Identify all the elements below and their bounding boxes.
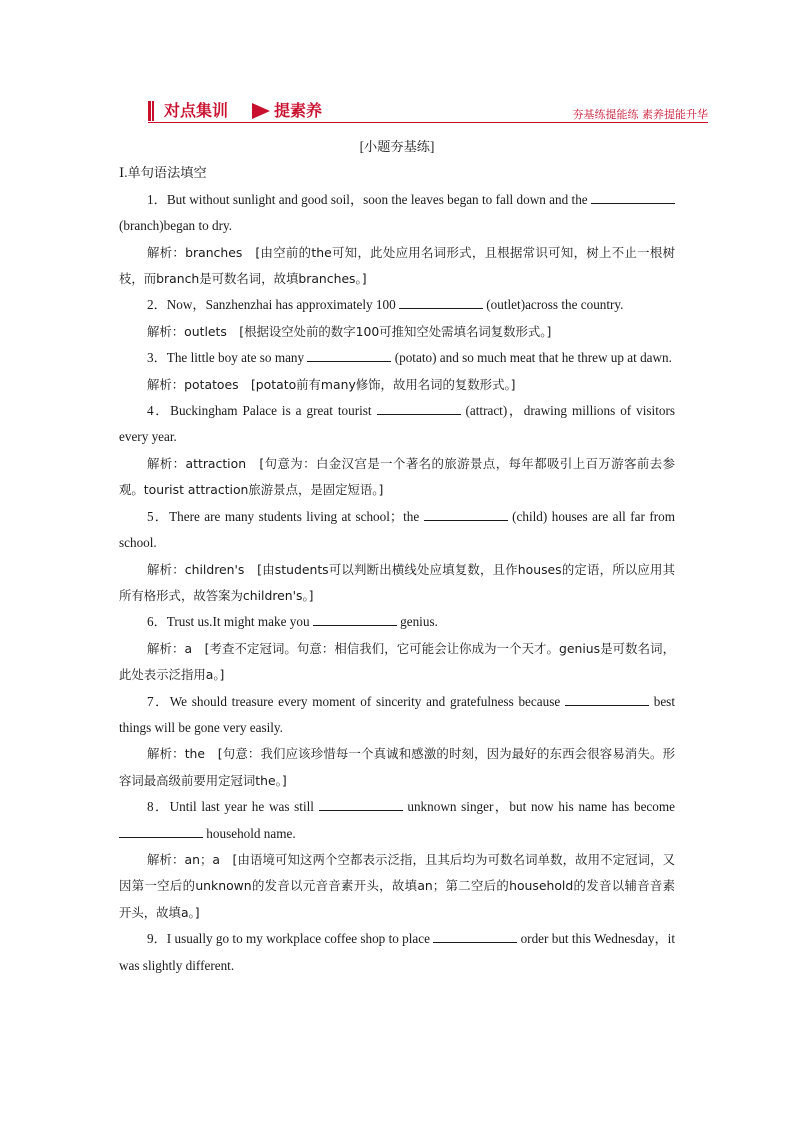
answer-1: 解析：branches [由空前的the可知，此处应用名词形式，且根据常识可知，树上不止一根树枝，而branch是可数名词，故填branches。]	[119, 244, 675, 287]
answer-blank	[433, 930, 517, 943]
question-4: 4．Buckingham Palace is a great tourist (attract)，drawing millions of visitors every year.	[119, 403, 675, 445]
answer-blank	[424, 508, 508, 521]
answer-2: 解析：outlets [根据设空处前的数字100可推知空处需填名词复数形式。]	[147, 323, 552, 339]
answer-blank	[377, 402, 461, 415]
subheading: [小题夯基练]	[359, 139, 435, 154]
answer-blank	[319, 798, 403, 811]
answer-8: 解析：an；a [由语境可知这两个空都表示泛指，且其后均为可数名词单数，故用不定冠词，又因第一空后的unknown的发音以元音音素开头，故填an；第二空后的household的发音以辅音音素开头，故填a。]	[119, 851, 675, 920]
answer-7: 解析：the [句意：我们应该珍惜每一个真诚和感激的时刻，因为最好的东西会很容易消失。形容词最高级前要用定冠词the。]	[119, 746, 675, 788]
answer-3: 解析：potatoes [potato前有many修饰，故用名词的复数形式。]	[147, 376, 516, 392]
question-2: 2．Now，Sanzhenzhai has approximately 100 (outlet)across the country.	[147, 297, 624, 313]
answer-blank	[399, 296, 483, 309]
answer-blank	[313, 613, 397, 626]
header-title: 对点集训	[164, 101, 229, 120]
answer-5: 解析：children's [由students可以判断出横线处应填复数，且作houses的定语，所以应用其所有格形式，故答案为children's。]	[119, 561, 675, 603]
question-9: 9．I usually go to my workplace coffee shop to place order but this Wednesday，it was slightly different.	[119, 931, 675, 973]
question-6: 6．Trust us.It might make you genius.	[147, 614, 438, 630]
answer-blank	[591, 191, 675, 204]
arrow-icon	[252, 103, 270, 119]
answer-blank	[119, 825, 203, 838]
question-1: 1．But without sunlight and good soil，soon the leaves began to fall down and the (branch)began to dry.	[119, 187, 675, 240]
header-slogan: 夯基练提能练 素养提能升华	[572, 108, 708, 121]
question-3: 3．The little boy ate so many (potato) and so much meat that he threw up at dawn.	[147, 350, 672, 366]
question-7: 7．We should treasure every moment of sincerity and gratefulness because best things will be gone very easily.	[119, 693, 675, 735]
answer-4: 解析：attraction [句意为：白金汉宫是一个著名的旅游景点，每年都吸引上百万游客前去参观。tourist attraction旅游景点，是固定短语。]	[119, 455, 675, 498]
question-5: 5．There are many students living at school；the (child) houses are all far from school.	[119, 508, 675, 551]
document-body	[119, 134, 675, 979]
answer-blank	[307, 349, 391, 362]
section-title: Ⅰ.单句语法填空	[119, 165, 207, 181]
answer-6: 解析：a [考查不定冠词。句意：相信我们，它可能会让你成为一个天才。genius是可数名词，此处表示泛指用a。]	[119, 640, 675, 683]
section-header	[148, 100, 708, 122]
header-title-2: 提素养	[274, 101, 323, 120]
header-divider	[148, 122, 708, 123]
header-bar-mark	[148, 101, 154, 121]
question-8: 8．Until last year he was still unknown singer，but now his name has become household name.	[119, 794, 675, 847]
answer-blank	[565, 693, 649, 706]
